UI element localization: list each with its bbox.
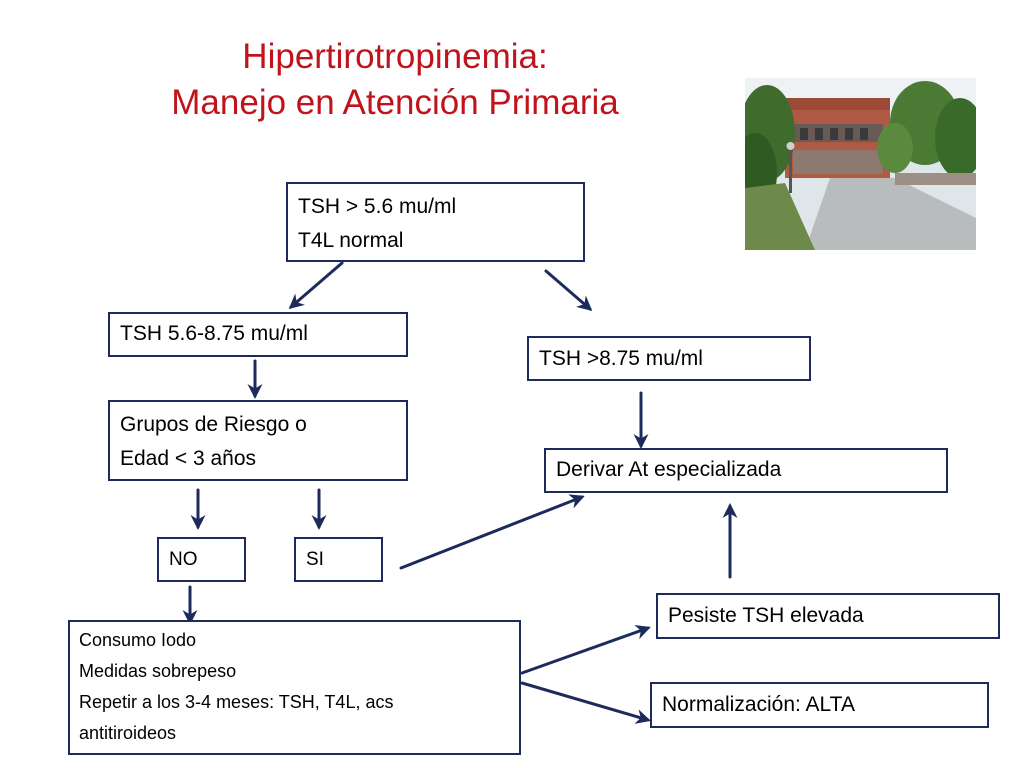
title-line-1: Hipertirotropinemia: [242,37,548,76]
management-plan-box [68,620,521,755]
start-criteria-box [286,182,585,262]
plan-line-2: Medidas sobrepeso [79,661,237,681]
arrow-plan-to-normal [522,683,648,720]
normalization-discharge-box: Normalización: ALTA [650,682,989,728]
risk-line-2: Edad < 3 años [120,447,257,470]
risk-group-box [108,400,408,481]
arrow-start-to-low [291,263,342,307]
risk-line-1: Grupos de Riesgo o [120,413,307,436]
refer-specialist-box: Derivar At especializada [544,448,948,493]
start-line-2: T4L normal [298,229,404,252]
answer-no-box: NO [157,537,246,582]
arrow-si-to-refer [401,497,582,568]
arrow-plan-to-persist [522,628,648,673]
plan-line-1: Consumo Iodo [79,630,197,650]
title-line-2: Manejo en Atención Primaria [171,83,619,122]
plan-line-3: Repetir a los 3-4 meses: TSH, T4L, acs [79,692,394,712]
plan-line-4: antitiroideos [79,723,177,743]
tsh-high-range-box: TSH >8.75 mu/ml [527,336,811,381]
start-line-1: TSH > 5.6 mu/ml [298,195,457,218]
persist-elevated-box: Pesiste TSH elevada [656,593,1000,639]
answer-si-box: SI [294,537,383,582]
tsh-low-range-box: TSH 5.6-8.75 mu/ml [108,312,408,357]
arrow-start-to-high [546,271,590,309]
